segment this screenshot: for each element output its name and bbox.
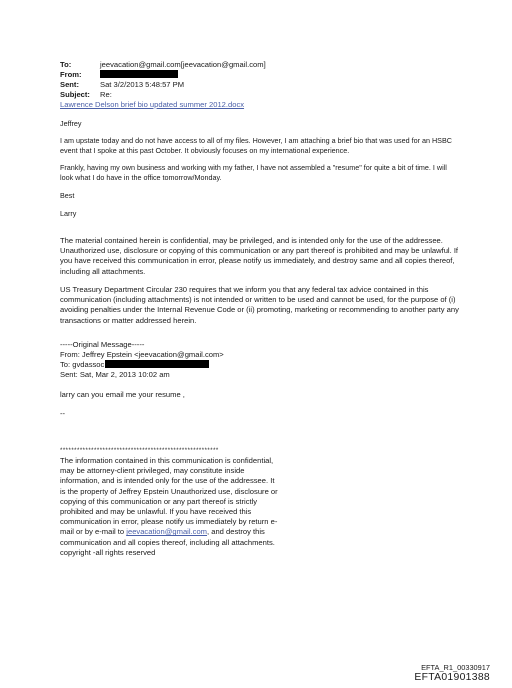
signature: Larry xyxy=(60,209,77,218)
from-label: From: xyxy=(60,70,82,79)
closing: Best xyxy=(60,191,75,200)
greeting: Jeffrey xyxy=(60,119,82,128)
to-line xyxy=(60,60,266,70)
body-paragraph-1: I am upstate today and do not have access to all of my files. However, I am attaching a brief bio that was used for an HSBC event that I spoke at this past October. It obviously focuses on my international experience. xyxy=(60,136,452,155)
original-message: larry can you email me your resume , xyxy=(60,390,185,399)
star-divider: ******************************************************** xyxy=(60,448,219,454)
subject-line xyxy=(60,90,112,100)
subject-label: Subject: xyxy=(60,90,90,99)
original-sent: Sent: Sat, Mar 2, 2013 10:02 am xyxy=(60,370,170,379)
confidentiality-notice: The material contained herein is confidential, may be privileged, and is intended only for the use of the addressee. Unauthorized use, disclosure or copying of this communication or any part thereof is prohibited and may be unlawful. If you have received this communication in error, please notify us immediately, and destroy same and all copies thereof, including all attachments. xyxy=(60,236,459,276)
to-value: jeevacation@gmail.com[jeevacation@gmail.com] xyxy=(100,60,266,69)
bates-id-2: EFTA01901388 xyxy=(414,672,490,683)
bates-id-1: EFTA_R1_00330917 xyxy=(421,663,490,672)
attachment-link[interactable]: Lawrence Delson brief bio updated summer 2012.docx xyxy=(60,100,245,109)
to-label: To: xyxy=(60,60,72,69)
disclaimer-notice xyxy=(60,456,280,558)
subject-value: Re: xyxy=(100,90,112,99)
original-to: To: gvdassoc xyxy=(60,360,105,369)
original-from: From: Jeffrey Epstein <jeevacation@gmail.com> xyxy=(60,350,224,359)
disclaimer-text: The information contained in this communication is confidential, may be attorney-client privileged, may constitute inside information, and is intended only for the use of the addressee. It is the property of Jeffrey Epstein Unauthorized use, disclosure or copying of this communication or any part thereof is strictly prohibited and may be unlawful. If you have received this communication in error, please notify us immediately by return e-mail or by e-mail to xyxy=(60,456,278,537)
redaction-box xyxy=(100,70,178,78)
original-divider: -----Original Message----- xyxy=(60,340,145,349)
email-link[interactable]: jeevacation@gmail.com xyxy=(126,527,208,537)
body-paragraph-2: Frankly, having my own business and working with my father, I have not assembled a "resume" for quite a bit of time. I will look what I do have in the office tomorrow/Monday. xyxy=(60,163,447,182)
disclaimer-text-end: , and destroy this communication and all copies thereof, including all attachments. copyright -all rights reserved xyxy=(60,527,275,557)
sent-line xyxy=(60,80,184,90)
original-to-line xyxy=(60,360,460,370)
sent-value: Sat 3/2/2013 5:48:57 PM xyxy=(100,80,185,89)
circular-230-notice: US Treasury Department Circular 230 requires that we inform you that any federal tax advice contained in this communication (including attachments) is not intended or written to be used and cannot be used, for the purpose of (i) avoiding penalties under the Internal Revenue Code or (ii) promoting, marketing or recommending to another party any transactions or matter addressed herein. xyxy=(60,285,459,325)
redaction-box xyxy=(105,360,209,368)
from-line xyxy=(60,70,178,80)
sent-label: Sent: xyxy=(60,80,79,89)
signature-dashes: -- xyxy=(60,409,66,418)
